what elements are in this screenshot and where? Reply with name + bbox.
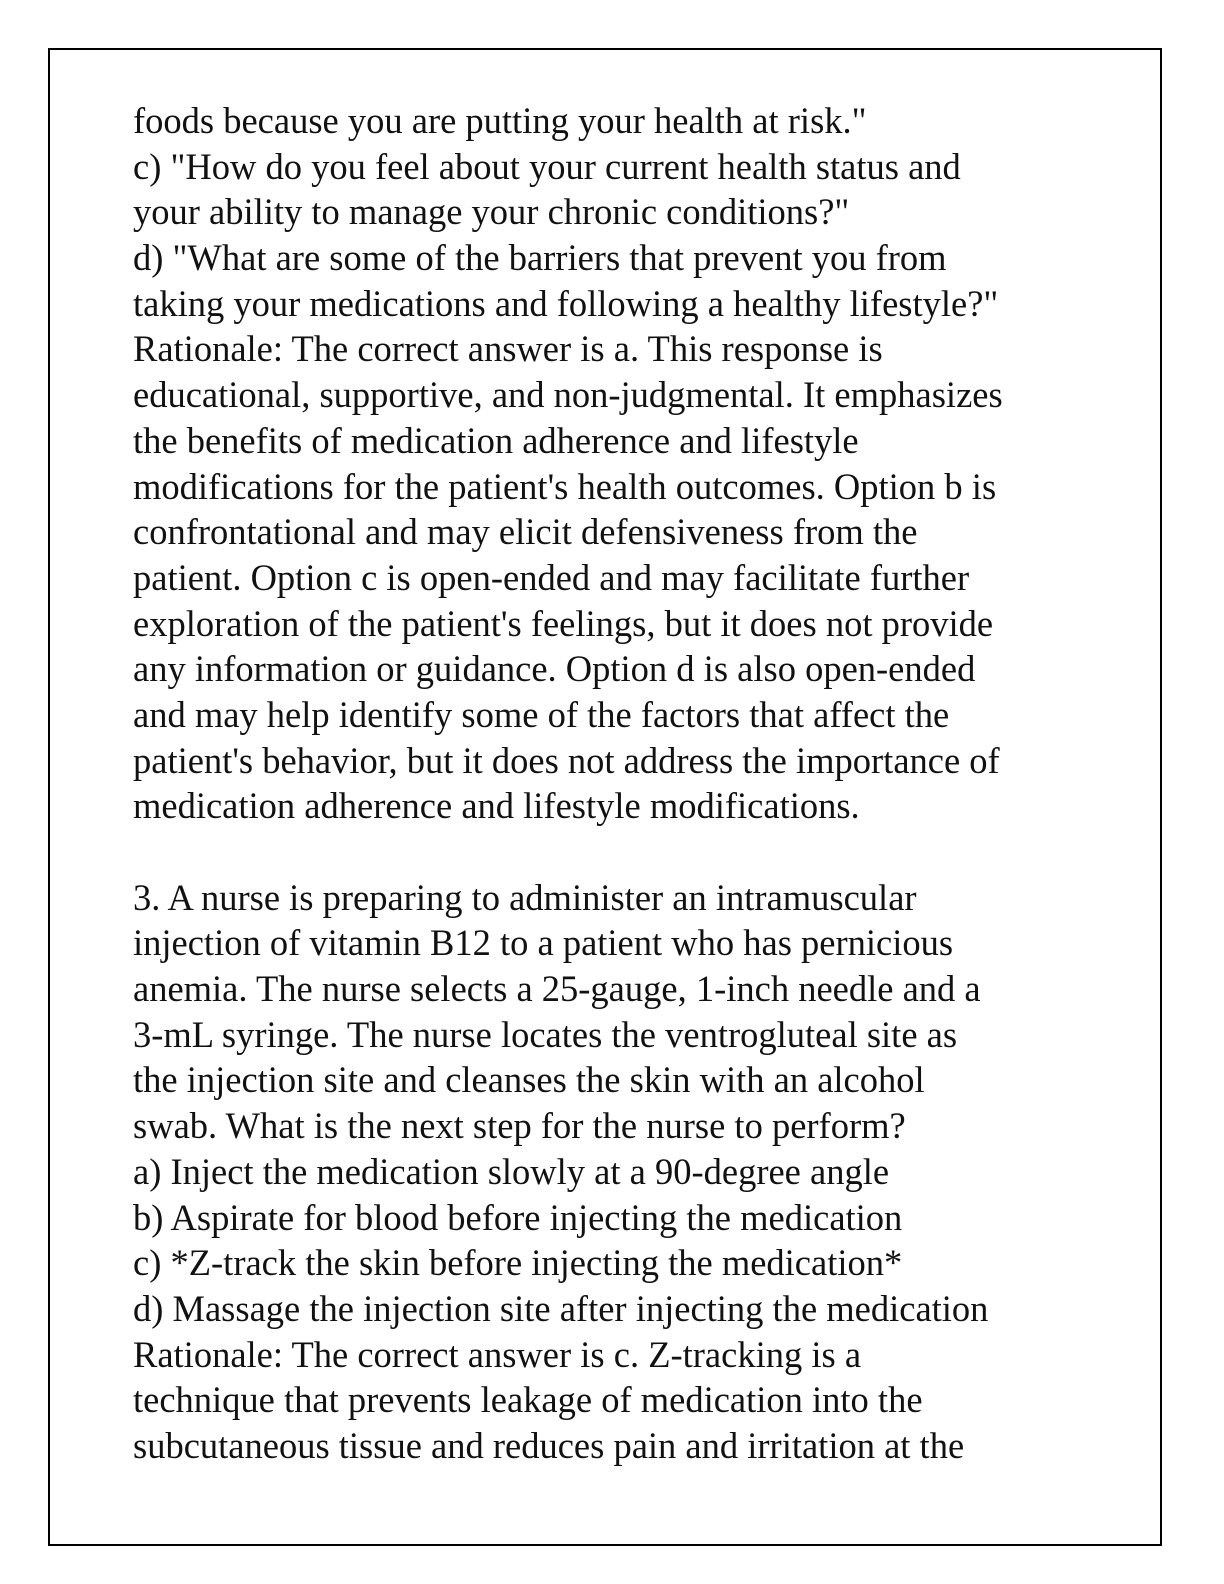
text-line: c) *Z-track the skin before injecting the medication*: [133, 1242, 903, 1284]
text-line: Rationale: The correct answer is a. This response is: [133, 328, 883, 370]
text-line: anemia. The nurse selects a 25-gauge, 1-inch needle and a: [133, 968, 981, 1010]
text-line: swab. What is the next step for the nurse to perform?: [133, 1105, 906, 1147]
text-line: c) "How do you feel about your current health status and: [133, 145, 961, 187]
text-line: b) Aspirate for blood before injecting the medication: [133, 1196, 903, 1238]
text-line: injection of vitamin B12 to a patient who has pernicious: [133, 922, 954, 964]
text-line: modifications for the patient's health outcomes. Option b is: [133, 465, 997, 507]
text-line: confrontational and may elicit defensiveness from the: [133, 511, 918, 553]
text-line: your ability to manage your chronic conditions?": [133, 191, 850, 233]
text-line: technique that prevents leakage of medication into the: [133, 1379, 923, 1421]
text-line: d) Massage the injection site after injecting the medication: [133, 1287, 989, 1329]
text-line: any information or guidance. Option d is also open-ended: [133, 648, 976, 690]
text-line: Rationale: The correct answer is c. Z-tracking is a: [133, 1333, 862, 1375]
text-line: medication adherence and lifestyle modifications.: [133, 785, 860, 827]
text-line: patient's behavior, but it does not address the importance of: [133, 739, 1000, 781]
text-line: taking your medications and following a healthy lifestyle?": [133, 282, 999, 324]
paragraph-gap: [133, 829, 1123, 875]
document-body: [133, 98, 1123, 1469]
text-line: d) "What are some of the barriers that prevent you from: [133, 237, 947, 279]
text-line: the injection site and cleanses the skin with an alcohol: [133, 1059, 925, 1101]
text-line: subcutaneous tissue and reduces pain and irritation at the: [133, 1424, 965, 1466]
text-line: foods because you are putting your health at risk.": [133, 100, 867, 141]
text-line: a) Inject the medication slowly at a 90-degree angle: [133, 1150, 890, 1192]
text-line: 3. A nurse is preparing to administer an intramuscular: [133, 876, 917, 918]
text-line: and may help identify some of the factors that affect the: [133, 693, 950, 735]
text-line: 3-mL syringe. The nurse locates the ventrogluteal site as: [133, 1013, 958, 1055]
text-line: the benefits of medication adherence and lifestyle: [133, 419, 859, 461]
text-line: exploration of the patient's feelings, but it does not provide: [133, 602, 994, 644]
text-line: educational, supportive, and non-judgmental. It emphasizes: [133, 374, 1003, 416]
text-line: patient. Option c is open-ended and may facilitate further: [133, 556, 970, 598]
